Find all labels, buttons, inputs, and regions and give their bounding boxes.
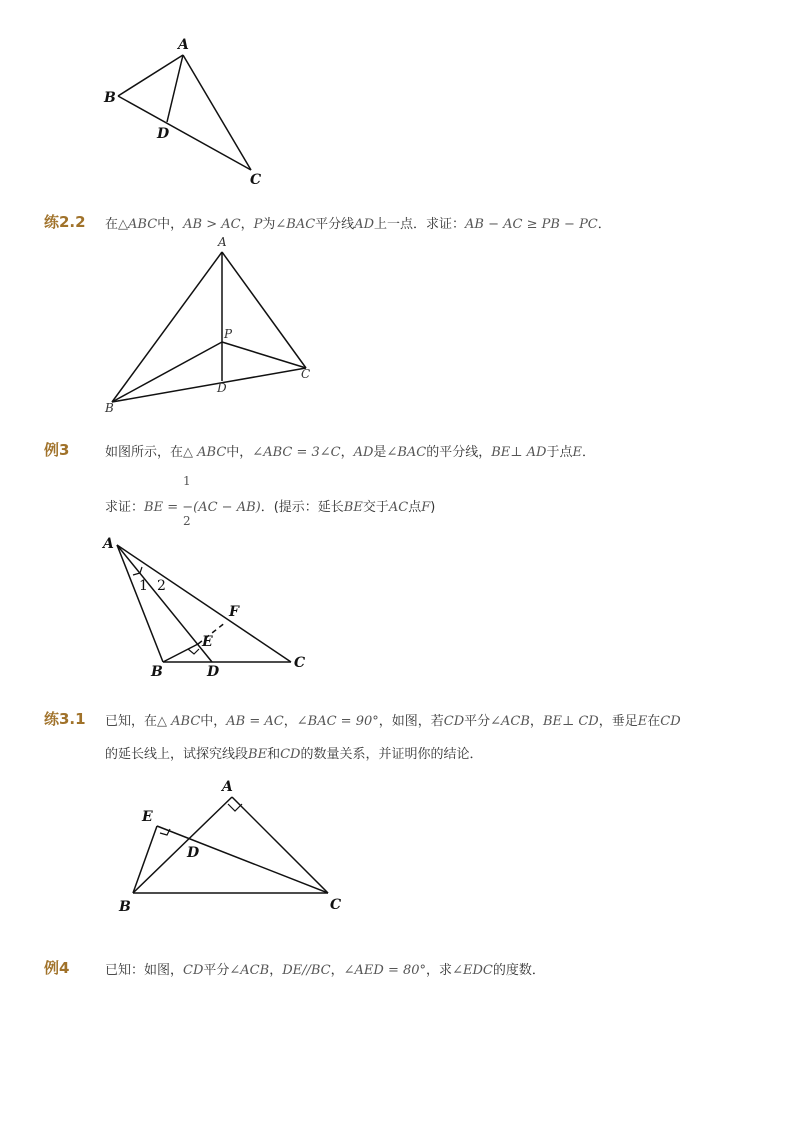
math: ∠ACB <box>490 714 530 729</box>
text: 为 <box>262 217 276 232</box>
text: 中， <box>200 714 227 729</box>
segment-ab <box>118 55 183 96</box>
text: 是 <box>373 445 387 460</box>
text: 平分 <box>464 714 491 729</box>
label-a: A <box>218 235 227 249</box>
text: 上一点．求证： <box>374 217 466 232</box>
label-d: D <box>217 381 227 395</box>
math: AB > AC <box>183 217 241 232</box>
label-b: B <box>119 899 131 915</box>
example-4-tag: 例4 <box>44 959 70 977</box>
label-p: P <box>224 327 233 341</box>
label-b: B <box>151 664 163 680</box>
example-3-line-2 <box>105 496 435 515</box>
text: 交于 <box>362 500 389 515</box>
label-c: C <box>330 897 342 913</box>
figure-right-isosceles-triangle <box>100 773 360 923</box>
exercise-3-1-line-1 <box>105 710 681 729</box>
exercise-2-2-tag: 练2.2 <box>44 213 86 231</box>
fraction-bar: − <box>182 500 194 515</box>
text: 的度数． <box>492 963 545 978</box>
figure-triangle-abd <box>100 30 280 195</box>
text: ， <box>283 714 297 729</box>
text: ，求 <box>426 963 453 978</box>
label-angle-2: 2 <box>157 578 166 594</box>
label-c: C <box>294 655 306 671</box>
text: 在 <box>105 217 119 232</box>
math: BE <box>343 500 363 515</box>
math: F <box>421 500 431 515</box>
math: △ ABC <box>183 445 227 460</box>
math: BE⊥ AD <box>491 445 547 460</box>
math: DE//BC <box>282 963 331 978</box>
math: CD <box>660 714 681 729</box>
segment-bc <box>112 368 306 402</box>
math: △ ABC <box>157 714 201 729</box>
segment-ab <box>117 545 163 662</box>
text: 的数量关系，并证明你的结论． <box>300 747 483 762</box>
label-a: A <box>178 37 189 53</box>
math: CD <box>443 714 465 729</box>
fraction-numerator: 1 <box>183 474 191 488</box>
text: 中， <box>157 217 184 232</box>
label-b: B <box>105 401 114 415</box>
math: AC <box>388 500 409 515</box>
math: ∠ABC = 3∠C <box>252 445 341 460</box>
figure-3-svg <box>100 533 320 683</box>
math: AD <box>354 217 374 232</box>
example-3-line-1 <box>105 441 595 460</box>
text: 求证： <box>105 500 145 515</box>
text: ， <box>240 217 254 232</box>
text: ． <box>597 217 611 232</box>
math: BE = <box>144 500 183 515</box>
label-d: D <box>187 845 200 861</box>
figure-triangle-apdc <box>100 232 330 422</box>
label-e: E <box>142 809 153 825</box>
label-c: C <box>250 172 262 188</box>
math: (AC − AB) <box>193 500 261 515</box>
text: 平分线 <box>315 217 355 232</box>
label-d: D <box>207 664 220 680</box>
math: BE⊥ CD <box>542 714 599 729</box>
label-b: B <box>104 90 116 106</box>
text: ) <box>430 500 436 515</box>
math: ∠AED = 80° <box>343 963 427 978</box>
math: AD <box>353 445 374 460</box>
example-3-tag: 例3 <box>44 441 70 459</box>
segment-ec <box>157 826 328 893</box>
math: ∠EDC <box>452 963 493 978</box>
example-4-text <box>105 959 545 978</box>
text: 和 <box>267 747 281 762</box>
label-d: D <box>157 126 170 142</box>
text: ，如图，若 <box>378 714 444 729</box>
figure-triangle-abc-bisector <box>100 533 320 683</box>
figure-2-svg <box>100 232 330 422</box>
label-e: E <box>202 634 213 650</box>
label-a: A <box>222 779 233 795</box>
segment-bc <box>118 96 251 170</box>
text: 的延长线上，试探究线段 <box>105 747 249 762</box>
text: ，垂足 <box>598 714 638 729</box>
figure-1-svg <box>100 30 280 195</box>
math: △ABC <box>118 217 158 232</box>
segment-ac <box>183 55 251 170</box>
math: ∠BAC <box>275 217 316 232</box>
text: ， <box>330 963 344 978</box>
text: 点 <box>408 500 422 515</box>
right-angle-mark <box>188 649 199 654</box>
exercise-2-2-text <box>105 213 611 232</box>
segment-be <box>133 826 157 893</box>
segment-ad <box>167 55 183 122</box>
math: E <box>637 714 648 729</box>
math: P <box>253 217 263 232</box>
label-c: C <box>301 367 311 381</box>
segment-ac <box>232 797 328 893</box>
text: ． <box>581 445 595 460</box>
label-f: F <box>229 604 239 620</box>
text: 于点 <box>546 445 573 460</box>
text: ．(提示：延长 <box>260 500 344 515</box>
text: 已知，在 <box>105 714 158 729</box>
segment-ac <box>222 252 306 368</box>
math: AB − AC ≥ PB − PC <box>465 217 598 232</box>
math: CD <box>183 963 204 978</box>
text: 中， <box>226 445 253 460</box>
exercise-3-1-tag: 练3.1 <box>44 710 86 728</box>
segment-ab <box>112 252 222 402</box>
text: 已知：如图， <box>105 963 184 978</box>
math: BE <box>248 747 268 762</box>
math: ∠BAC <box>386 445 427 460</box>
figure-4-svg <box>100 773 360 923</box>
label-a: A <box>103 536 114 552</box>
math: ∠BAC = 90° <box>296 714 379 729</box>
text: 的平分线， <box>426 445 492 460</box>
text: ， <box>340 445 354 460</box>
text: 平分 <box>203 963 230 978</box>
text: 如图所示，在 <box>105 445 184 460</box>
text: ， <box>529 714 543 729</box>
math: AB = AC <box>226 714 284 729</box>
text: 在 <box>647 714 661 729</box>
text: ， <box>269 963 283 978</box>
math: ∠ACB <box>229 963 270 978</box>
math: E <box>572 445 582 460</box>
math: CD <box>280 747 301 762</box>
segment-pc <box>222 342 306 368</box>
exercise-3-1-line-2 <box>105 743 482 762</box>
fraction-denominator: 2 <box>183 514 191 528</box>
label-angle-1: 1 <box>139 578 148 594</box>
